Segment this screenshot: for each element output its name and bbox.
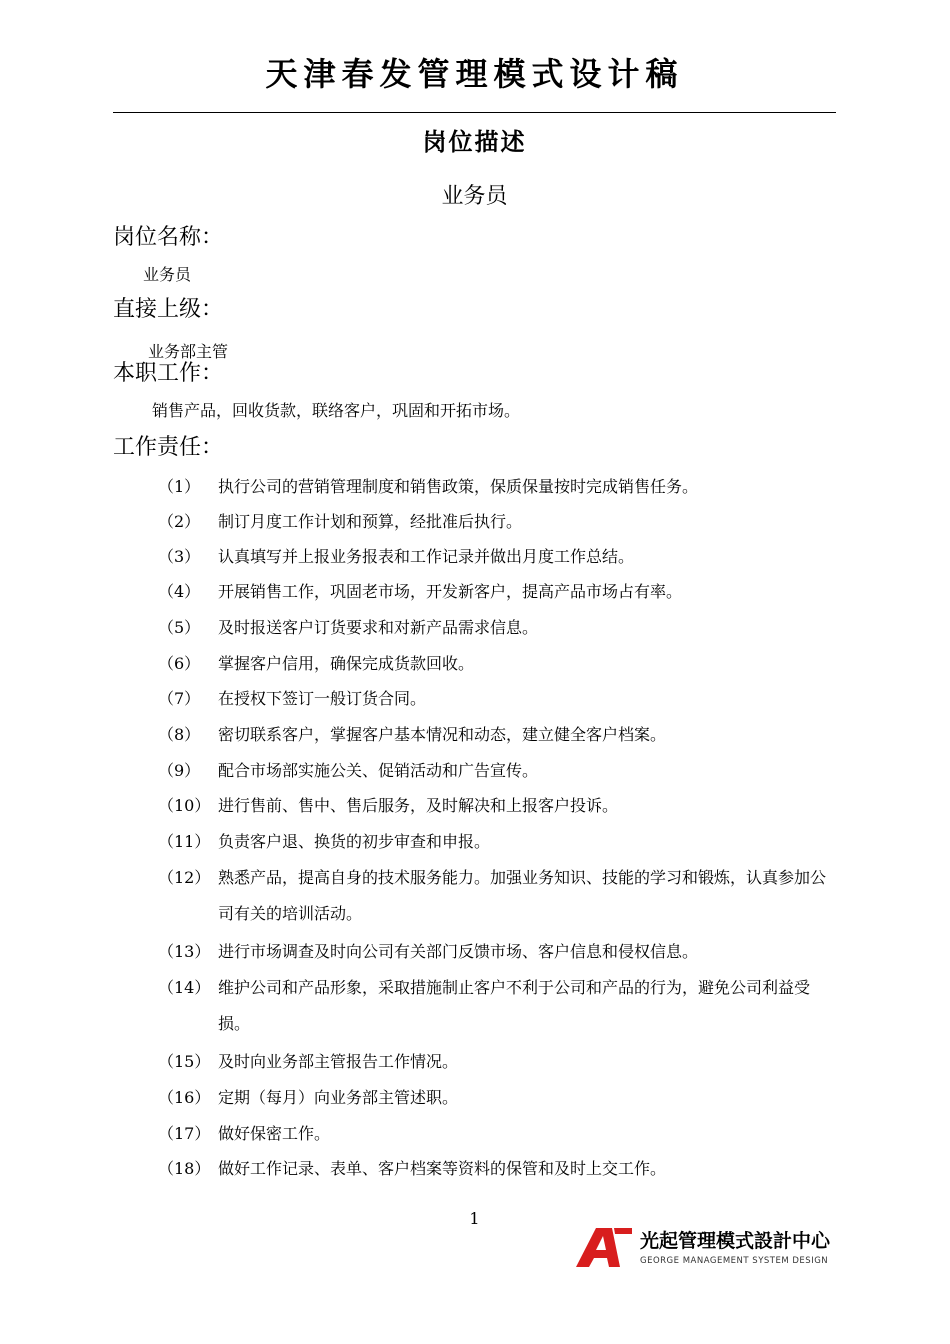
item-number: （9） [158,761,201,780]
item-number: （1） [158,477,201,496]
item-number: （14） [158,978,211,997]
item-text: 及时向业务部主管报告工作情况。 [218,1052,459,1071]
item-number: （10） [158,796,211,815]
item-text: 及时报送客户订货要求和对新产品需求信息。 [218,618,539,637]
item-number: （18） [158,1159,211,1178]
logo-a-mark-icon [574,1226,634,1268]
position-name-label: 岗位名称： [113,225,224,250]
item-text: 配合市场部实施公关、促销活动和广告宣传。 [218,761,539,780]
item-number: （17） [158,1124,211,1143]
item-text: 做好工作记录、表单、客户档案等资料的保管和及时上交工作。 [218,1159,667,1178]
document-title: 天津春发管理模式设计稿 [265,55,684,93]
logo-chinese-name: 光起管理模式設計中心 [640,1230,831,1252]
item-number: （15） [158,1052,211,1071]
item-number: （8） [158,725,201,744]
item-number: （16） [158,1088,211,1107]
responsibilities-label: 工作责任： [113,435,224,460]
item-text: 制订月度工作计划和预算，经批准后执行。 [218,512,523,531]
item-text: 在授权下签订一般订货合同。 [218,689,427,708]
main-duty-label: 本职工作： [113,361,224,386]
item-number: （2） [158,512,201,531]
item-number: （11） [158,832,211,851]
item-number: （4） [158,582,201,601]
page-number: 1 [469,1209,480,1228]
item-text: 做好保密工作。 [218,1124,331,1143]
item-number: （3） [158,547,201,566]
item-text: 定期（每月）向业务部主管述职。 [218,1088,459,1107]
item-number: （13） [158,942,211,961]
item-text: 执行公司的营销管理制度和销售政策，保质保量按时完成销售任务。 [218,477,699,496]
item-text: 负责客户退、换货的初步审查和申报。 [218,832,491,851]
item-text: 开展销售工作，巩固老市场，开发新客户，提高产品市场占有率。 [218,582,683,601]
item-text: 熟悉产品，提高自身的技术服务能力。加强业务知识、技能的学习和锻炼，认真参加公司有关的培训活动。 [218,868,827,923]
section-title: 岗位描述 [422,128,527,156]
item-text: 认真填写并上报业务报表和工作记录并做出月度工作总结。 [218,547,635,566]
item-number: （7） [158,689,201,708]
logo-english-name: GEORGE MANAGEMENT SYSTEM DESIGN [640,1256,829,1266]
item-text: 掌握客户信用，确保完成货款回收。 [218,654,475,673]
company-logo [574,1226,838,1270]
item-number: （12） [158,868,211,887]
position-title: 业务员 [441,184,508,209]
main-duty-value: 销售产品，回收货款，联络客户，巩固和开拓市场。 [152,401,521,420]
item-number: （6） [158,654,201,673]
item-text: 进行市场调查及时向公司有关部门反馈市场、客户信息和侵权信息。 [218,942,699,961]
title-divider [113,112,836,113]
superior-value: 业务部主管 [148,342,229,361]
item-text: 维护公司和产品形象，采取措施制止客户不利于公司和产品的行为，避免公司利益受损。 [218,978,811,1033]
position-name-value: 业务员 [143,265,192,284]
item-text: 密切联系客户，掌握客户基本情况和动态，建立健全客户档案。 [218,725,667,744]
item-number: （5） [158,618,201,637]
item-text: 进行售前、售中、售后服务，及时解决和上报客户投诉。 [218,796,619,815]
superior-label: 直接上级： [113,297,224,322]
